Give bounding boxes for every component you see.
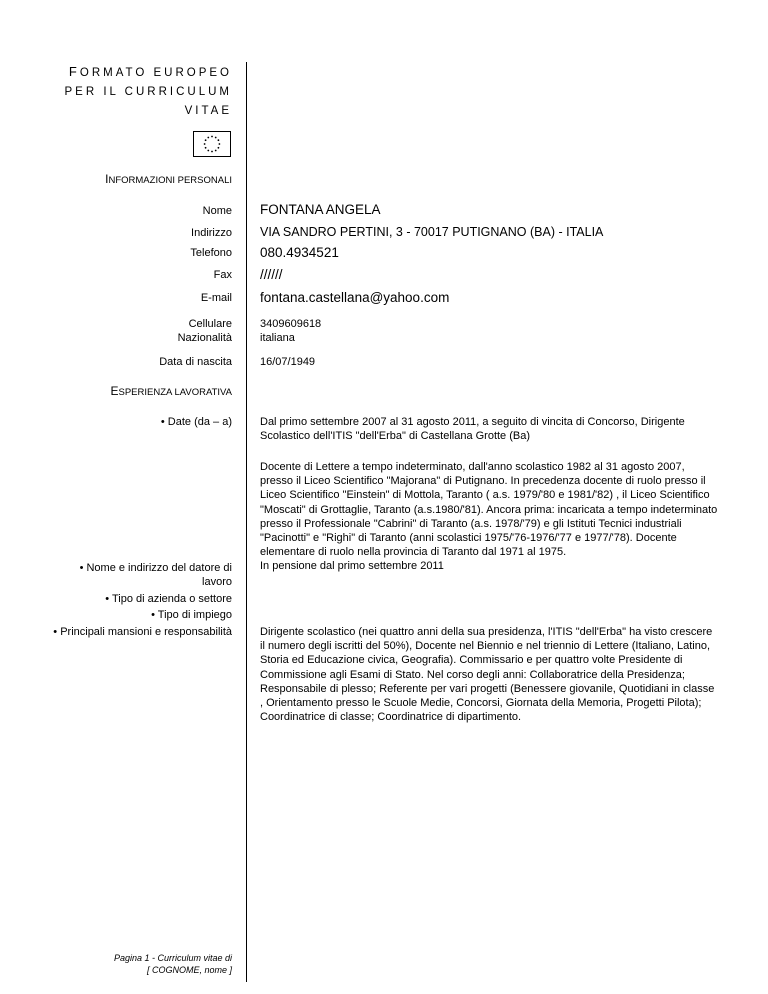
page-footer — [114, 952, 232, 976]
footer-line-1: Pagina 1 - Curriculum vitae di — [113, 953, 232, 963]
cv-header — [64, 62, 232, 121]
label-employer-1: • Nome e indirizzo del datore di — [79, 562, 232, 574]
label-cellulare: Cellulare — [188, 318, 232, 330]
value-nome: FONTANA ANGELA — [260, 202, 381, 217]
value-indirizzo: VIA SANDRO PERTINI, 3 - 70017 PUTIGNANO (BA) - ITALIA — [260, 225, 604, 239]
value-date: Dal primo settembre 2007 al 31 agosto 2011, a seguito di vincita di Concorso, Dirigente Scolastico dell'ITIS "dell'Erba" di Castellana Grotte (Ba) — [260, 416, 685, 443]
value-nascita: 16/07/1949 — [260, 356, 316, 368]
column-divider — [246, 62, 247, 982]
work-history: Docente di Lettere a tempo indeterminato, dall'anno scolastico 1982 al 31 agosto 2007, presso il Liceo Scientifico "Majorana" di Putignano. In precedenza docente di ruolo presso il Liceo Scientifico "Einstein" di Mottola, Taranto ( a.s. 1979/'80 e 1981/'82) , il Liceo Scientifico "Moscati" di Grottaglie, Taranto (a.s.1980/'81). Ancora prima: incaricata a tempo indeterminato presso il Professionale "Cabrini" di Taranto (a.s. 1978/'79) e gli Istituti Tecnici industriali "Pacinotti" e "Righi" di Taranto (anni scolastici 1975/'76-1976/'77 e 1977/'78). Docente elementare di ruolo nella provincia di Taranto dal 1971 al 1975. — [260, 461, 718, 559]
label-job-type: • Tipo di impiego — [151, 609, 232, 621]
header-line-1: FORMATO EUROPEO — [68, 64, 232, 79]
work-pension: In pensione dal primo settembre 2011 — [260, 560, 444, 572]
label-nome: Nome — [202, 205, 232, 217]
value-fax: ////// — [260, 267, 283, 282]
eu-flag-icon — [193, 131, 231, 157]
label-fax: Fax — [213, 269, 232, 281]
value-duties: Dirigente scolastico (nei quattro anni della sua presidenza, l'ITIS "dell'Erba" ha visto crescere il numero degli iscritti del 50%), Docente nel Biennio e nel triennio di Lettere (Italiano, Latino, Storia ed Educazione civica, Geografia). Commissario e per quattro volte Presidente di Commissione agli Esami di Stato. Nel corso degli anni: Collaboratrice della Presidenza; Responsabile di plesso; Referente per vari progetti (Benessere giovanile, Quotidiani in classe , Orientamento presso le Scuole Medie, Concorsi, Giornata della Memoria, Progetti Pilota); Coordinatrice di classe; Coordinatrice di dipartimento. — [260, 626, 715, 724]
label-email: E-mail — [200, 292, 232, 304]
header-line-3: VITAE — [184, 105, 232, 117]
footer-line-2: [ COGNOME, nome ] — [146, 965, 232, 975]
section-title-work: ESPERIENZA LAVORATIVA — [110, 384, 232, 398]
label-nazionalita: Nazionalità — [177, 332, 232, 344]
value-telefono: 080.4934521 — [260, 245, 339, 260]
label-employer-2: lavoro — [202, 576, 232, 588]
section-title-personal: INFORMAZIONI PERSONALI — [105, 172, 232, 186]
label-date: • Date (da – a) — [160, 416, 232, 428]
value-email[interactable]: fontana.castellana@yahoo.com — [260, 290, 450, 305]
label-duties: • Principali mansioni e responsabilità — [53, 626, 232, 638]
label-nascita: Data di nascita — [159, 356, 232, 368]
label-sector: • Tipo di azienda o settore — [105, 593, 232, 605]
value-nazionalita: italiana — [260, 332, 295, 344]
header-line-2: PER IL CURRICULUM — [64, 86, 232, 98]
label-telefono: Telefono — [190, 247, 232, 259]
label-indirizzo: Indirizzo — [191, 227, 232, 239]
value-cellulare: 3409609618 — [260, 318, 322, 330]
